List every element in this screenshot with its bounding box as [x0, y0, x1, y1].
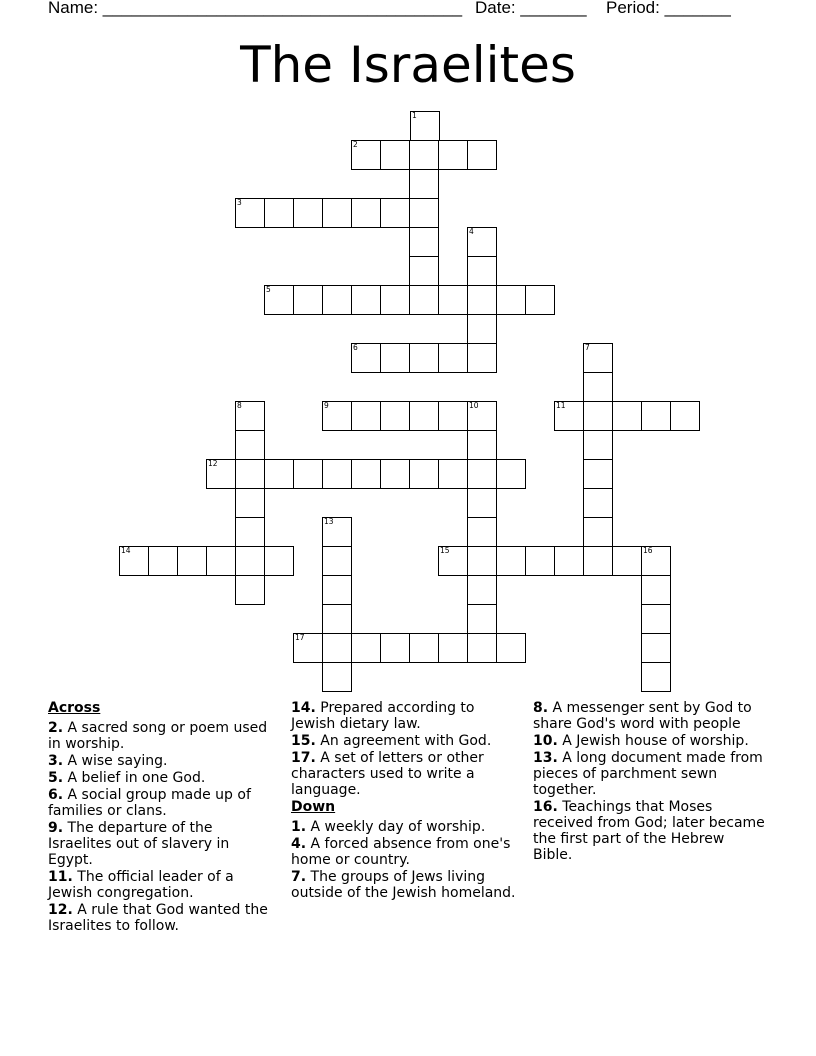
clue-text: The groups of Jews living outside of the Jewish homeland.	[291, 869, 516, 901]
crossword-cell[interactable]	[380, 633, 410, 663]
clue-text: The departure of the Israelites out of slavery in Egypt.	[48, 820, 230, 868]
clue-number: 4	[469, 227, 474, 236]
crossword-cell[interactable]	[438, 140, 468, 170]
crossword-cell[interactable]	[322, 575, 352, 605]
clue-number: 1	[412, 111, 417, 120]
crossword-cell[interactable]	[583, 517, 613, 547]
crossword-cell[interactable]	[438, 546, 468, 576]
crossword-cell[interactable]	[293, 285, 323, 315]
clue-column-3	[533, 700, 765, 864]
crossword-cell[interactable]	[293, 198, 323, 228]
crossword-cell[interactable]	[554, 546, 584, 576]
crossword-cell[interactable]	[496, 546, 526, 576]
crossword-cell[interactable]	[351, 633, 381, 663]
clue-item	[291, 733, 516, 749]
crossword-cell[interactable]	[467, 140, 497, 170]
clue-item	[291, 700, 516, 732]
crossword-cell[interactable]	[235, 401, 265, 431]
clue-item	[291, 750, 516, 798]
crossword-cell[interactable]	[641, 575, 671, 605]
crossword-cell[interactable]	[409, 169, 439, 199]
crossword-cell[interactable]	[583, 343, 613, 373]
clue-number: 13	[324, 517, 334, 526]
crossword-cell[interactable]	[119, 546, 149, 576]
crossword-cell[interactable]	[409, 285, 439, 315]
crossword-cell[interactable]	[351, 401, 381, 431]
clue-number-label: 5.	[48, 770, 64, 786]
section-heading: Down	[291, 799, 336, 815]
crossword-cell[interactable]	[496, 633, 526, 663]
clue-number-label: 10.	[533, 733, 558, 749]
crossword-cell[interactable]	[409, 459, 439, 489]
clue-item	[291, 869, 516, 901]
clue-text: A sacred song or poem used in worship.	[48, 720, 268, 752]
name-field[interactable]: Name: ______________________________________	[48, 0, 463, 17]
crossword-cell[interactable]	[554, 401, 584, 431]
crossword-cell[interactable]	[525, 546, 555, 576]
crossword-cell[interactable]	[525, 285, 555, 315]
crossword-cell[interactable]	[641, 662, 671, 692]
crossword-cell[interactable]	[467, 430, 497, 460]
clue-text: A rule that God wanted the Israelites to follow.	[48, 902, 268, 934]
clue-text: A forced absence from one's home or country.	[291, 836, 511, 868]
crossword-cell[interactable]	[293, 633, 323, 663]
crossword-cell[interactable]	[583, 430, 613, 460]
crossword-cell[interactable]	[322, 459, 352, 489]
clue-number-label: 6.	[48, 787, 64, 803]
crossword-cell[interactable]	[438, 343, 468, 373]
clue-number: 2	[353, 140, 358, 149]
clue-item	[291, 836, 516, 868]
crossword-cell[interactable]	[322, 662, 352, 692]
crossword-cell[interactable]	[496, 285, 526, 315]
crossword-cell[interactable]	[264, 198, 294, 228]
clue-number-label: 17.	[291, 750, 316, 766]
crossword-cell[interactable]	[322, 517, 352, 547]
crossword-cell[interactable]	[148, 546, 178, 576]
clue-item	[533, 799, 765, 863]
crossword-cell[interactable]	[467, 314, 497, 344]
crossword-cell[interactable]	[380, 285, 410, 315]
crossword-cell[interactable]	[670, 401, 700, 431]
crossword-cell[interactable]	[438, 633, 468, 663]
crossword-cell[interactable]	[206, 459, 236, 489]
crossword-cell[interactable]	[351, 459, 381, 489]
clue-number-label: 4.	[291, 836, 307, 852]
crossword-cell[interactable]	[583, 546, 613, 576]
clue-number: 3	[237, 198, 242, 207]
clue-number-label: 16.	[533, 799, 558, 815]
crossword-cell[interactable]	[235, 198, 265, 228]
crossword-cell[interactable]	[467, 604, 497, 634]
clue-item	[48, 720, 273, 752]
clue-item	[48, 902, 273, 934]
clue-text: A weekly day of worship.	[310, 819, 486, 835]
clue-number: 5	[266, 285, 271, 294]
crossword-cell[interactable]	[351, 140, 381, 170]
crossword-cell[interactable]	[235, 546, 265, 576]
clue-item	[48, 787, 273, 819]
clue-number: 11	[556, 401, 566, 410]
crossword-cell[interactable]	[467, 546, 497, 576]
crossword-cell[interactable]	[583, 401, 613, 431]
crossword-cell[interactable]	[467, 401, 497, 431]
clue-item	[533, 700, 765, 732]
crossword-cell[interactable]	[380, 459, 410, 489]
crossword-cell[interactable]	[438, 459, 468, 489]
crossword-cell[interactable]	[641, 401, 671, 431]
clue-text: A belief in one God.	[67, 770, 206, 786]
clue-text: A Jewish house of worship.	[562, 733, 749, 749]
clue-number: 7	[585, 343, 590, 352]
clue-number-label: 3.	[48, 753, 64, 769]
clue-number-label: 11.	[48, 869, 73, 885]
crossword-cell[interactable]	[264, 459, 294, 489]
crossword-cell[interactable]	[583, 372, 613, 402]
clue-number-label: 15.	[291, 733, 316, 749]
clue-text: Teachings that Moses received from God; later became the first part of the Hebrew Bible.	[533, 799, 765, 863]
crossword-cell[interactable]	[380, 401, 410, 431]
crossword-cell[interactable]	[409, 401, 439, 431]
clue-text: A set of letters or other characters used to write a language.	[291, 750, 484, 798]
clue-number: 8	[237, 401, 242, 410]
clue-item	[48, 820, 273, 868]
clue-text: Prepared according to Jewish dietary law.	[291, 700, 475, 732]
clue-text: A wise saying.	[67, 753, 168, 769]
crossword-cell[interactable]	[264, 546, 294, 576]
crossword-cell[interactable]	[467, 227, 497, 257]
clue-number: 12	[208, 459, 218, 468]
crossword-cell[interactable]	[612, 401, 642, 431]
crossword-cell[interactable]	[641, 633, 671, 663]
crossword-cell[interactable]	[467, 256, 497, 286]
crossword-cell[interactable]	[409, 256, 439, 286]
crossword-cell[interactable]	[467, 285, 497, 315]
crossword-cell[interactable]	[322, 604, 352, 634]
crossword-cell[interactable]	[410, 111, 440, 141]
crossword-cell[interactable]	[206, 546, 236, 576]
clue-number: 6	[353, 343, 358, 352]
crossword-cell[interactable]	[235, 430, 265, 460]
clue-item	[291, 819, 516, 835]
crossword-cell[interactable]	[177, 546, 207, 576]
crossword-cell[interactable]	[235, 517, 265, 547]
clue-text: A social group made up of families or clans.	[48, 787, 251, 819]
crossword-cell[interactable]	[351, 343, 381, 373]
crossword-cell[interactable]	[467, 343, 497, 373]
clue-number: 10	[469, 401, 479, 410]
crossword-cell[interactable]	[641, 604, 671, 634]
clue-number-label: 9.	[48, 820, 64, 836]
crossword-cell[interactable]	[264, 285, 294, 315]
crossword-cell[interactable]	[235, 459, 265, 489]
crossword-cell[interactable]	[351, 198, 381, 228]
crossword-cell[interactable]	[496, 459, 526, 489]
clue-number-label: 7.	[291, 869, 307, 885]
crossword-cell[interactable]	[409, 140, 439, 170]
crossword-cell[interactable]	[583, 488, 613, 518]
clue-text: A long document made from pieces of parchment sewn together.	[533, 750, 763, 798]
clue-column-2	[291, 700, 516, 902]
clue-number: 15	[440, 546, 450, 555]
crossword-cell[interactable]	[322, 198, 352, 228]
crossword-cell[interactable]	[380, 343, 410, 373]
clue-number: 9	[324, 401, 329, 410]
crossword-cell[interactable]	[380, 198, 410, 228]
clue-item	[533, 733, 765, 749]
clue-number-label: 13.	[533, 750, 558, 766]
clue-text: A messenger sent by God to share God's word with people	[533, 700, 752, 732]
clue-number: 14	[121, 546, 131, 555]
crossword-cell[interactable]	[467, 459, 497, 489]
crossword-cell[interactable]	[351, 285, 381, 315]
section-heading: Across	[48, 700, 101, 716]
crossword-cell[interactable]	[641, 546, 671, 576]
clue-number-label: 8.	[533, 700, 549, 716]
crossword-cell[interactable]	[409, 227, 439, 257]
date-field[interactable]: Date: _______	[475, 0, 587, 17]
crossword-cell[interactable]	[380, 140, 410, 170]
clue-item	[533, 750, 765, 798]
clue-item	[48, 770, 273, 786]
clue-item	[48, 869, 273, 901]
clue-number: 17	[295, 633, 305, 642]
crossword-cell[interactable]	[409, 633, 439, 663]
crossword-cell[interactable]	[467, 575, 497, 605]
clue-number-label: 1.	[291, 819, 307, 835]
clue-text: An agreement with God.	[320, 733, 492, 749]
crossword-cell[interactable]	[438, 401, 468, 431]
clue-column-1	[48, 700, 273, 935]
crossword-cell[interactable]	[467, 517, 497, 547]
clue-number-label: 2.	[48, 720, 64, 736]
crossword-cell[interactable]	[438, 285, 468, 315]
crossword-cell[interactable]	[467, 633, 497, 663]
clue-number-label: 14.	[291, 700, 316, 716]
page-title: The Israelites	[240, 36, 576, 94]
crossword-cell[interactable]	[322, 285, 352, 315]
crossword-cell[interactable]	[235, 575, 265, 605]
clue-item	[48, 753, 273, 769]
period-field[interactable]: Period: _______	[606, 0, 731, 17]
crossword-cell[interactable]	[322, 546, 352, 576]
crossword-cell[interactable]	[293, 459, 323, 489]
clue-number-label: 12.	[48, 902, 73, 918]
crossword-cell[interactable]	[322, 633, 352, 663]
crossword-cell[interactable]	[409, 198, 439, 228]
crossword-cell[interactable]	[583, 459, 613, 489]
crossword-cell[interactable]	[409, 343, 439, 373]
crossword-cell[interactable]	[322, 401, 352, 431]
crossword-cell[interactable]	[612, 546, 642, 576]
clue-number: 16	[643, 546, 653, 555]
crossword-cell[interactable]	[467, 488, 497, 518]
crossword-cell[interactable]	[235, 488, 265, 518]
clue-text: The official leader of a Jewish congregation.	[48, 869, 234, 901]
